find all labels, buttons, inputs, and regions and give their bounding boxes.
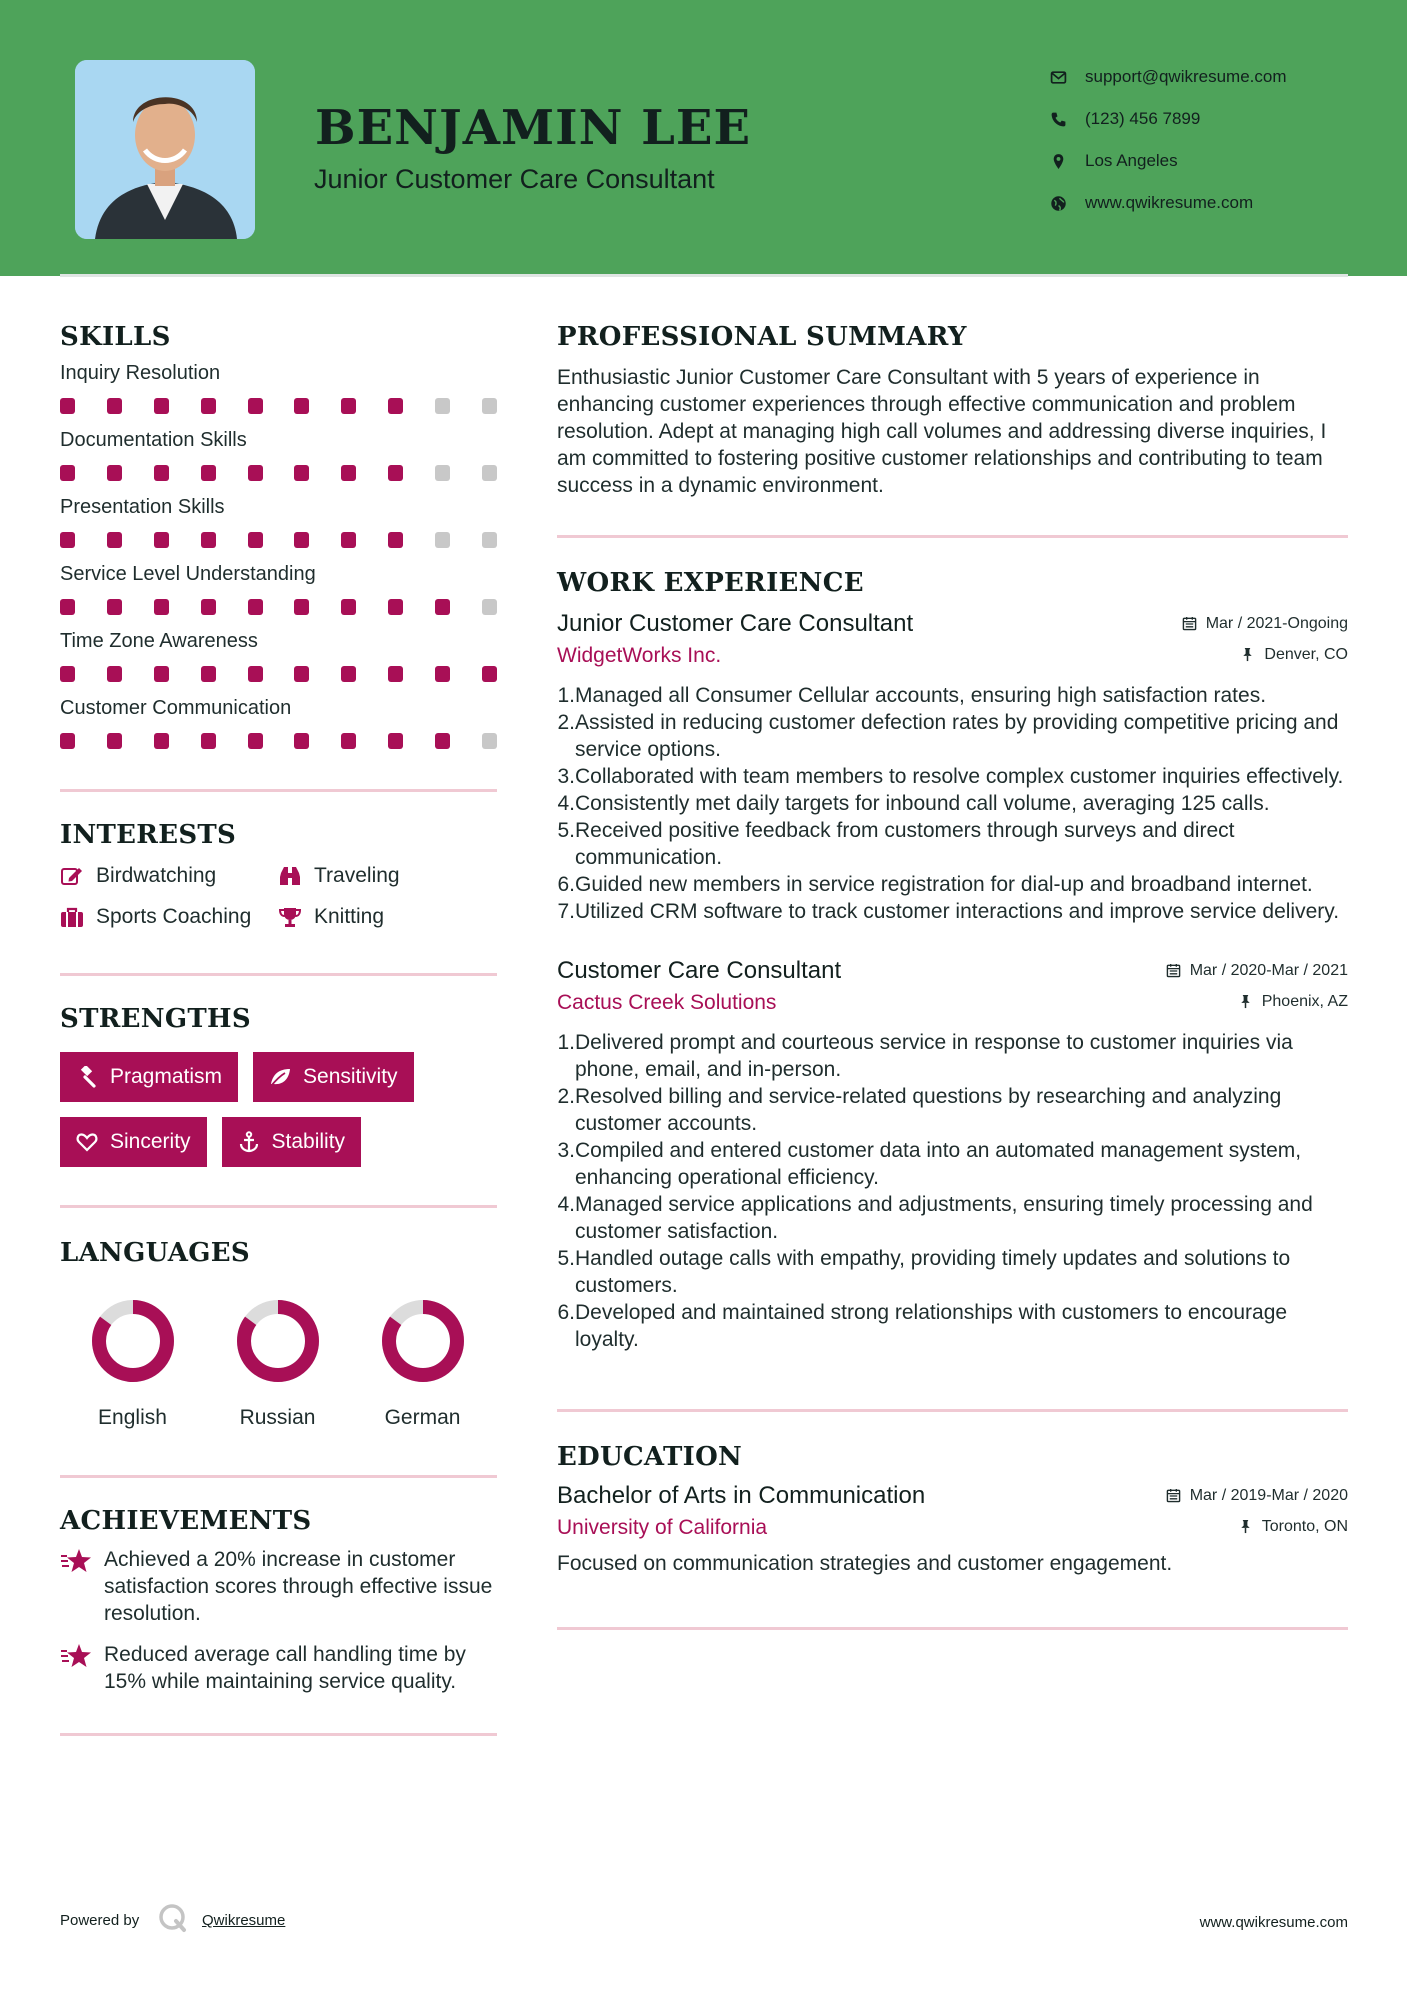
strength-chip: [253, 1052, 414, 1102]
interest-item: [60, 864, 278, 888]
languages-section: [60, 1208, 497, 1430]
strength-chip: [60, 1052, 238, 1102]
language-item: [205, 1298, 350, 1430]
bullet-text: Guided new members in service registration for dial-up and broadband internet.: [575, 873, 1313, 896]
job-entry: [557, 610, 1348, 925]
education-header: [557, 1482, 1348, 1510]
skill-dot-filled: [107, 532, 122, 548]
achievement-item: [60, 1641, 497, 1695]
job-subheader: [557, 644, 1348, 668]
job-bullet: [557, 871, 1348, 898]
calendar-icon: [1166, 963, 1181, 978]
skill-dot-filled: [248, 465, 263, 481]
skill-dot-filled: [154, 532, 169, 548]
skill-dot-empty: [435, 398, 450, 414]
header-banner: [0, 0, 1407, 276]
left-column: [60, 300, 497, 1736]
bullet-text: Assisted in reducing customer defection rates by providing competitive pricing and service options.: [575, 711, 1339, 761]
footer: [60, 1900, 1348, 1940]
strengths-heading: STRENGTHS: [60, 1004, 251, 1034]
skill-dot-empty: [482, 599, 497, 615]
trophy-icon: [278, 906, 302, 928]
pushpin-icon: [1238, 1519, 1253, 1534]
skill-dot-filled: [388, 599, 403, 615]
languages-heading: LANGUAGES: [60, 1238, 250, 1268]
interest-item: [278, 905, 497, 929]
skill-dot-filled: [388, 398, 403, 414]
star-medal-icon: [60, 1548, 92, 1574]
job-bullets: [557, 1029, 1348, 1353]
bullet-number: 3.: [557, 765, 575, 788]
job-bullet: [557, 709, 1348, 763]
skill-dot-filled: [60, 599, 75, 615]
skill-name: Service Level Understanding: [60, 563, 316, 585]
contact-email[interactable]: [1050, 56, 1370, 98]
skill-dot-filled: [201, 599, 216, 615]
job-dates-text: Mar / 2020-Mar / 2021: [1189, 961, 1348, 979]
languages-list: [60, 1298, 497, 1430]
footer-url[interactable]: www.qwikresume.com: [1199, 1914, 1348, 1931]
strength-chip: [222, 1117, 362, 1167]
skill-dot-filled: [341, 465, 356, 481]
edit-icon: [60, 865, 84, 887]
binoculars-icon: [278, 865, 302, 887]
skills-heading: SKILLS: [60, 322, 171, 352]
skill-dot-filled: [294, 599, 309, 615]
skill-dot-filled: [154, 398, 169, 414]
skill-rating: [60, 465, 497, 481]
interest-label: Knitting: [314, 905, 385, 928]
job-dates: [1166, 962, 1348, 980]
skill-dot-empty: [435, 532, 450, 548]
summary-heading: PROFESSIONAL SUMMARY: [557, 322, 967, 352]
section-divider: [557, 1627, 1348, 1630]
achievements-section: [60, 1478, 497, 1695]
strength-label: Pragmatism: [110, 1065, 223, 1088]
job-header: [557, 957, 1348, 985]
skills-list: [60, 362, 497, 749]
skill-dot-filled: [107, 599, 122, 615]
skill-dot-filled: [341, 733, 356, 749]
interest-item: [60, 905, 278, 929]
degree: Bachelor of Arts in Communication: [557, 1482, 926, 1509]
envelope-icon: [1050, 69, 1067, 86]
bullet-text: Compiled and entered customer data into an automated management system, enhancing operational efficiency.: [575, 1139, 1302, 1189]
leaf-icon: [269, 1066, 291, 1088]
skill-dot-empty: [482, 398, 497, 414]
skill-dot-filled: [60, 465, 75, 481]
contact-location-text: Los Angeles: [1085, 151, 1178, 170]
language-ring: [380, 1298, 466, 1384]
bullet-text: Utilized CRM software to track customer interactions and improve service delivery.: [575, 900, 1340, 923]
education-heading: EDUCATION: [557, 1442, 743, 1472]
header-rule: [60, 274, 1348, 277]
interests-heading: INTERESTS: [60, 820, 237, 850]
summary-text: Enthusiastic Junior Customer Care Consultant with 5 years of experience in enhancing customer experiences through effective communication and problem resolution. Adept at managing high call volumes and addressing diverse inquiries, I am committed to fostering positive customer relationships and contributing to team success in a dynamic environment.: [557, 366, 1327, 497]
company-name: Cactus Creek Solutions: [557, 991, 777, 1014]
skill-dot-filled: [201, 398, 216, 414]
skill-dot-filled: [294, 465, 309, 481]
job-location-text: Phoenix, AZ: [1261, 992, 1348, 1010]
language-name: German: [384, 1406, 461, 1429]
strength-label: Sensitivity: [303, 1065, 398, 1088]
job-bullet: [557, 790, 1348, 817]
education-description: Focused on communication strategies and customer engagement.: [557, 1552, 1173, 1575]
skill-dot-filled: [107, 733, 122, 749]
contact-website[interactable]: [1050, 182, 1370, 224]
qwikresume-link[interactable]: Qwikresume: [202, 1912, 286, 1929]
education-location: [1238, 1518, 1348, 1536]
bullet-number: 6.: [557, 873, 575, 896]
qwikresume-logo-icon: [157, 1902, 189, 1934]
skill-dot-filled: [248, 398, 263, 414]
job-dates: [1182, 615, 1348, 633]
achievement-text: Reduced average call handling time by 15% while maintaining service quality.: [104, 1643, 466, 1693]
bullet-text: Collaborated with team members to resolve complex customer inquiries effectively.: [575, 765, 1344, 788]
bullet-number: 5.: [557, 819, 575, 842]
language-ring: [90, 1298, 176, 1384]
achievement-item: [60, 1546, 497, 1627]
skill-dot-filled: [107, 666, 122, 682]
job-title: Junior Customer Care Consultant: [557, 610, 914, 637]
language-name: Russian: [239, 1406, 316, 1429]
job-bullet: [557, 1029, 1348, 1083]
skill-dot-filled: [248, 733, 263, 749]
skill-dot-filled: [60, 733, 75, 749]
job-bullet: [557, 1083, 1348, 1137]
skill-dot-empty: [435, 465, 450, 481]
bullet-number: 1.: [557, 1031, 575, 1054]
right-column: [557, 300, 1348, 1630]
contact-location: [1050, 140, 1370, 182]
bullet-text: Managed service applications and adjustments, ensuring timely processing and customer satisfaction.: [575, 1193, 1313, 1243]
candidate-title: Junior Customer Care Consultant: [314, 164, 715, 194]
skill-dot-filled: [248, 666, 263, 682]
skill-dot-filled: [201, 666, 216, 682]
strength-label: Sincerity: [110, 1130, 191, 1153]
bullet-text: Consistently met daily targets for inbound call volume, averaging 125 calls.: [575, 792, 1270, 815]
skill-name: Presentation Skills: [60, 496, 225, 518]
skill-dot-filled: [435, 666, 450, 682]
interests-section: [60, 792, 497, 929]
calendar-icon: [1166, 1488, 1181, 1503]
anchor-icon: [238, 1131, 260, 1153]
interest-label: Traveling: [314, 864, 400, 887]
bullet-number: 5.: [557, 1247, 575, 1270]
education-location-text: Toronto, ON: [1261, 1517, 1348, 1535]
bullet-text: Resolved billing and service-related questions by researching and analyzing customer accounts.: [575, 1085, 1282, 1135]
job-bullet: [557, 682, 1348, 709]
skill-dot-filled: [341, 398, 356, 414]
skill-dot-filled: [294, 733, 309, 749]
job-bullet: [557, 1299, 1348, 1353]
skill-dot-filled: [201, 532, 216, 548]
skill-dot-filled: [60, 666, 75, 682]
bullet-text: Handled outage calls with empathy, providing timely updates and solutions to customers.: [575, 1247, 1291, 1297]
pushpin-icon: [1238, 994, 1253, 1009]
skill-rating: [60, 599, 497, 615]
skill-dot-filled: [435, 733, 450, 749]
skill-rating: [60, 532, 497, 548]
achievements-heading: ACHIEVEMENTS: [60, 1506, 312, 1536]
skill-name: Documentation Skills: [60, 429, 247, 451]
education-section: [557, 1412, 1348, 1577]
skill-dot-filled: [294, 666, 309, 682]
skill-dot-filled: [341, 532, 356, 548]
profile-photo: [75, 60, 255, 239]
skill-dot-empty: [482, 532, 497, 548]
skill-dot-filled: [294, 398, 309, 414]
strength-label: Stability: [271, 1130, 346, 1153]
skill-rating: [60, 666, 497, 682]
heart-icon: [76, 1131, 98, 1153]
bullet-text: Received positive feedback from customers through surveys and direct communication.: [575, 819, 1235, 869]
job-title: Customer Care Consultant: [557, 957, 842, 984]
skill-dot-filled: [60, 532, 75, 548]
language-item: [350, 1298, 495, 1430]
candidate-name: BENJAMIN LEE: [315, 100, 752, 156]
gavel-icon: [76, 1066, 98, 1088]
job-location: [1238, 993, 1348, 1011]
skill-dot-filled: [388, 733, 403, 749]
skill-dot-filled: [154, 599, 169, 615]
bullet-number: 1.: [557, 684, 575, 707]
job-subheader: [557, 991, 1348, 1015]
phone-icon: [1050, 111, 1067, 128]
skill-rating: [60, 398, 497, 414]
job-bullet: [557, 763, 1348, 790]
skills-section: [60, 300, 497, 749]
job-location: [1240, 646, 1348, 664]
company-name: WidgetWorks Inc.: [557, 644, 722, 667]
strengths-list: [60, 1052, 497, 1167]
job-bullet: [557, 1191, 1348, 1245]
interests-list: [60, 864, 497, 929]
job-bullet: [557, 898, 1348, 925]
job-dates-text: Mar / 2021-Ongoing: [1205, 614, 1348, 632]
skill-dot-empty: [482, 465, 497, 481]
skill-name: Time Zone Awareness: [60, 630, 258, 652]
education-dates-text: Mar / 2019-Mar / 2020: [1189, 1486, 1348, 1504]
skill-dot-filled: [482, 666, 497, 682]
bullet-number: 2.: [557, 1085, 575, 1108]
bullet-text: Developed and maintained strong relationships with customers to encourage loyalty.: [575, 1301, 1288, 1351]
language-ring: [235, 1298, 321, 1384]
bullet-number: 2.: [557, 711, 575, 734]
skill-dot-filled: [388, 666, 403, 682]
skill-dot-filled: [154, 666, 169, 682]
skill-name: Inquiry Resolution: [60, 362, 221, 384]
skill-dot-filled: [107, 398, 122, 414]
map-pin-icon: [1050, 153, 1067, 170]
skill-rating: [60, 733, 497, 749]
job-bullet: [557, 1245, 1348, 1299]
bullet-number: 7.: [557, 900, 575, 923]
language-name: English: [98, 1406, 167, 1429]
contact-website-text: www.qwikresume.com: [1085, 193, 1254, 212]
job-location-text: Denver, CO: [1264, 645, 1348, 663]
summary-section: [557, 300, 1348, 499]
experience-heading: WORK EXPERIENCE: [557, 568, 864, 598]
education-subheader: [557, 1516, 1348, 1540]
bullet-text: Managed all Consumer Cellular accounts, ensuring high satisfaction rates.: [575, 684, 1267, 707]
job-bullets: [557, 682, 1348, 925]
skill-dot-filled: [201, 465, 216, 481]
briefcase-icon: [60, 906, 84, 928]
job-entry: [557, 957, 1348, 1353]
skill-dot-filled: [60, 398, 75, 414]
skill-dot-empty: [482, 733, 497, 749]
bullet-number: 4.: [557, 792, 575, 815]
contact-phone[interactable]: [1050, 98, 1370, 140]
bullet-number: 4.: [557, 1193, 575, 1216]
interest-item: [278, 864, 497, 888]
skill-dot-filled: [107, 465, 122, 481]
section-divider: [60, 1733, 497, 1736]
job-bullet: [557, 817, 1348, 871]
contact-phone-text: (123) 456 7899: [1085, 109, 1201, 128]
experience-section: [557, 538, 1348, 1353]
bullet-number: 3.: [557, 1139, 575, 1162]
job-header: [557, 610, 1348, 638]
interest-label: Birdwatching: [96, 864, 217, 887]
skill-dot-filled: [294, 532, 309, 548]
strength-chip: [60, 1117, 207, 1167]
achievement-text: Achieved a 20% increase in customer satisfaction scores through effective issue resolution.: [104, 1548, 493, 1625]
bullet-number: 6.: [557, 1301, 575, 1324]
interest-label: Sports Coaching: [96, 905, 252, 928]
skill-dot-filled: [154, 465, 169, 481]
school-name: University of California: [557, 1516, 768, 1539]
skill-dot-filled: [341, 666, 356, 682]
skill-dot-filled: [341, 599, 356, 615]
skill-dot-filled: [435, 599, 450, 615]
pushpin-icon: [1240, 647, 1255, 662]
skill-dot-filled: [388, 532, 403, 548]
skill-dot-filled: [248, 532, 263, 548]
contact-email-text: support@qwikresume.com: [1085, 67, 1287, 86]
calendar-icon: [1182, 616, 1197, 631]
language-item: [60, 1298, 205, 1430]
education-dates: [1166, 1487, 1348, 1505]
globe-icon: [1050, 195, 1067, 212]
skill-dot-filled: [154, 733, 169, 749]
powered-by-label: Powered by: [60, 1912, 140, 1929]
contact-list: [1050, 56, 1370, 224]
skill-dot-filled: [388, 465, 403, 481]
strengths-section: [60, 976, 497, 1167]
job-bullet: [557, 1137, 1348, 1191]
bullet-text: Delivered prompt and courteous service in response to customer inquiries via phone, email, and in-person.: [575, 1031, 1293, 1081]
skill-name: Customer Communication: [60, 697, 292, 719]
skill-dot-filled: [201, 733, 216, 749]
star-medal-icon: [60, 1643, 92, 1669]
skill-dot-filled: [248, 599, 263, 615]
